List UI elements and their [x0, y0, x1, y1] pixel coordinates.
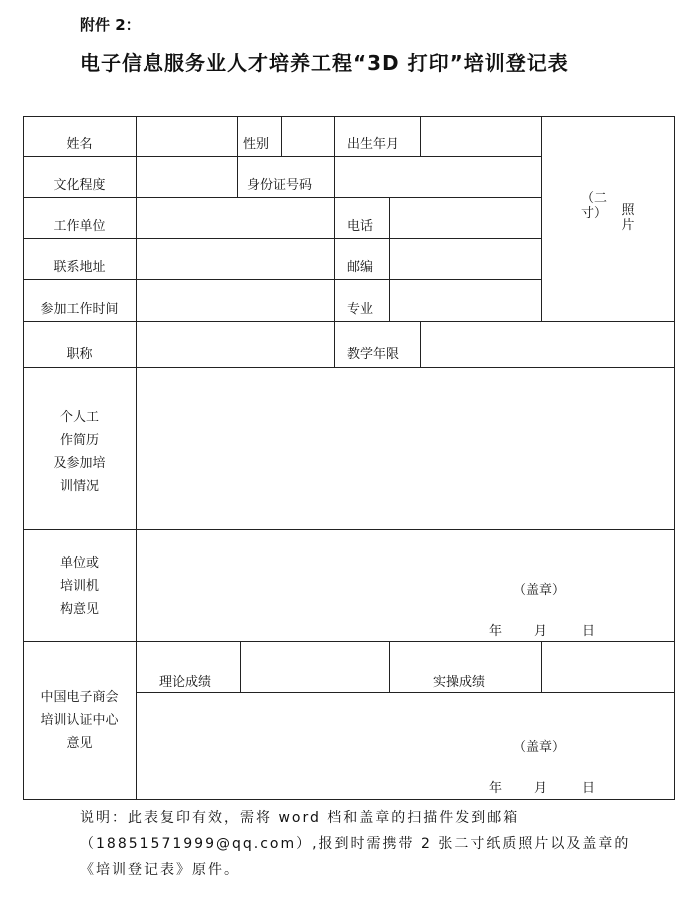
- name-field[interactable]: [137, 117, 237, 156]
- id-number-label: 身份证号码: [247, 178, 313, 193]
- theory-score-label: 理论成绩: [159, 675, 212, 690]
- gender-field[interactable]: [282, 117, 334, 156]
- name-label: 姓名: [66, 137, 93, 152]
- practice-score-field[interactable]: [542, 642, 674, 692]
- form-title: 电子信息服务业人才培养工程“3D 打印”培训登记表: [80, 51, 569, 75]
- title-rank-label: 职称: [66, 347, 93, 362]
- attachment-label: 附件 2：: [80, 16, 141, 34]
- education-label: 文化程度: [53, 178, 106, 193]
- cec-year-label: 年: [489, 781, 503, 796]
- work-start-field[interactable]: [137, 280, 334, 321]
- teaching-years-label: 教学年限: [347, 347, 400, 362]
- employer-label: 工作单位: [53, 219, 106, 234]
- postcode-field[interactable]: [390, 239, 541, 279]
- address-field[interactable]: [137, 239, 334, 279]
- unit-year-label: 年: [489, 624, 503, 639]
- instructions-note: 说明：此表复印有效，需将 word 档和盖章的扫描件发到邮箱（18851571999@qq.com）,报到时需携带 2 张二寸纸质照片以及盖章的《培训登记表》原件。: [80, 810, 631, 878]
- title-rank-field[interactable]: [137, 322, 334, 367]
- photo-size-label: （二寸）: [581, 191, 608, 221]
- postcode-label: 邮编: [347, 260, 374, 275]
- address-label: 联系地址: [53, 260, 106, 275]
- theory-score-field[interactable]: [241, 642, 389, 692]
- unit-month-label: 月: [534, 624, 548, 639]
- major-label: 专业: [347, 302, 374, 317]
- cec-seal-label: （盖章）: [513, 740, 566, 755]
- birth-field[interactable]: [421, 117, 541, 156]
- practice-score-label: 实操成绩: [433, 675, 486, 690]
- resume-label: 个人工 作简历 及参加培 训情况: [53, 410, 106, 494]
- education-field[interactable]: [137, 157, 237, 197]
- resume-field[interactable]: [137, 368, 674, 529]
- teaching-years-field[interactable]: [421, 322, 674, 367]
- id-number-field[interactable]: [335, 157, 541, 197]
- unit-opinion-label: 单位或 培训机 构意见: [59, 556, 99, 617]
- cec-day-label: 日: [582, 781, 596, 796]
- employer-field[interactable]: [137, 198, 334, 238]
- birth-label: 出生年月: [347, 137, 400, 152]
- major-field[interactable]: [390, 280, 541, 321]
- unit-seal-label: （盖章）: [513, 583, 566, 598]
- photo-box[interactable]: [542, 117, 674, 321]
- phone-field[interactable]: [390, 198, 541, 238]
- unit-day-label: 日: [582, 624, 596, 639]
- phone-label: 电话: [347, 219, 374, 234]
- cec-month-label: 月: [534, 781, 548, 796]
- work-start-label: 参加工作时间: [40, 302, 119, 317]
- photo-label: 照片: [621, 203, 635, 233]
- gender-label: 性别: [243, 137, 270, 152]
- cec-opinion-label: 中国电子商会 培训认证中心 意见: [40, 690, 119, 751]
